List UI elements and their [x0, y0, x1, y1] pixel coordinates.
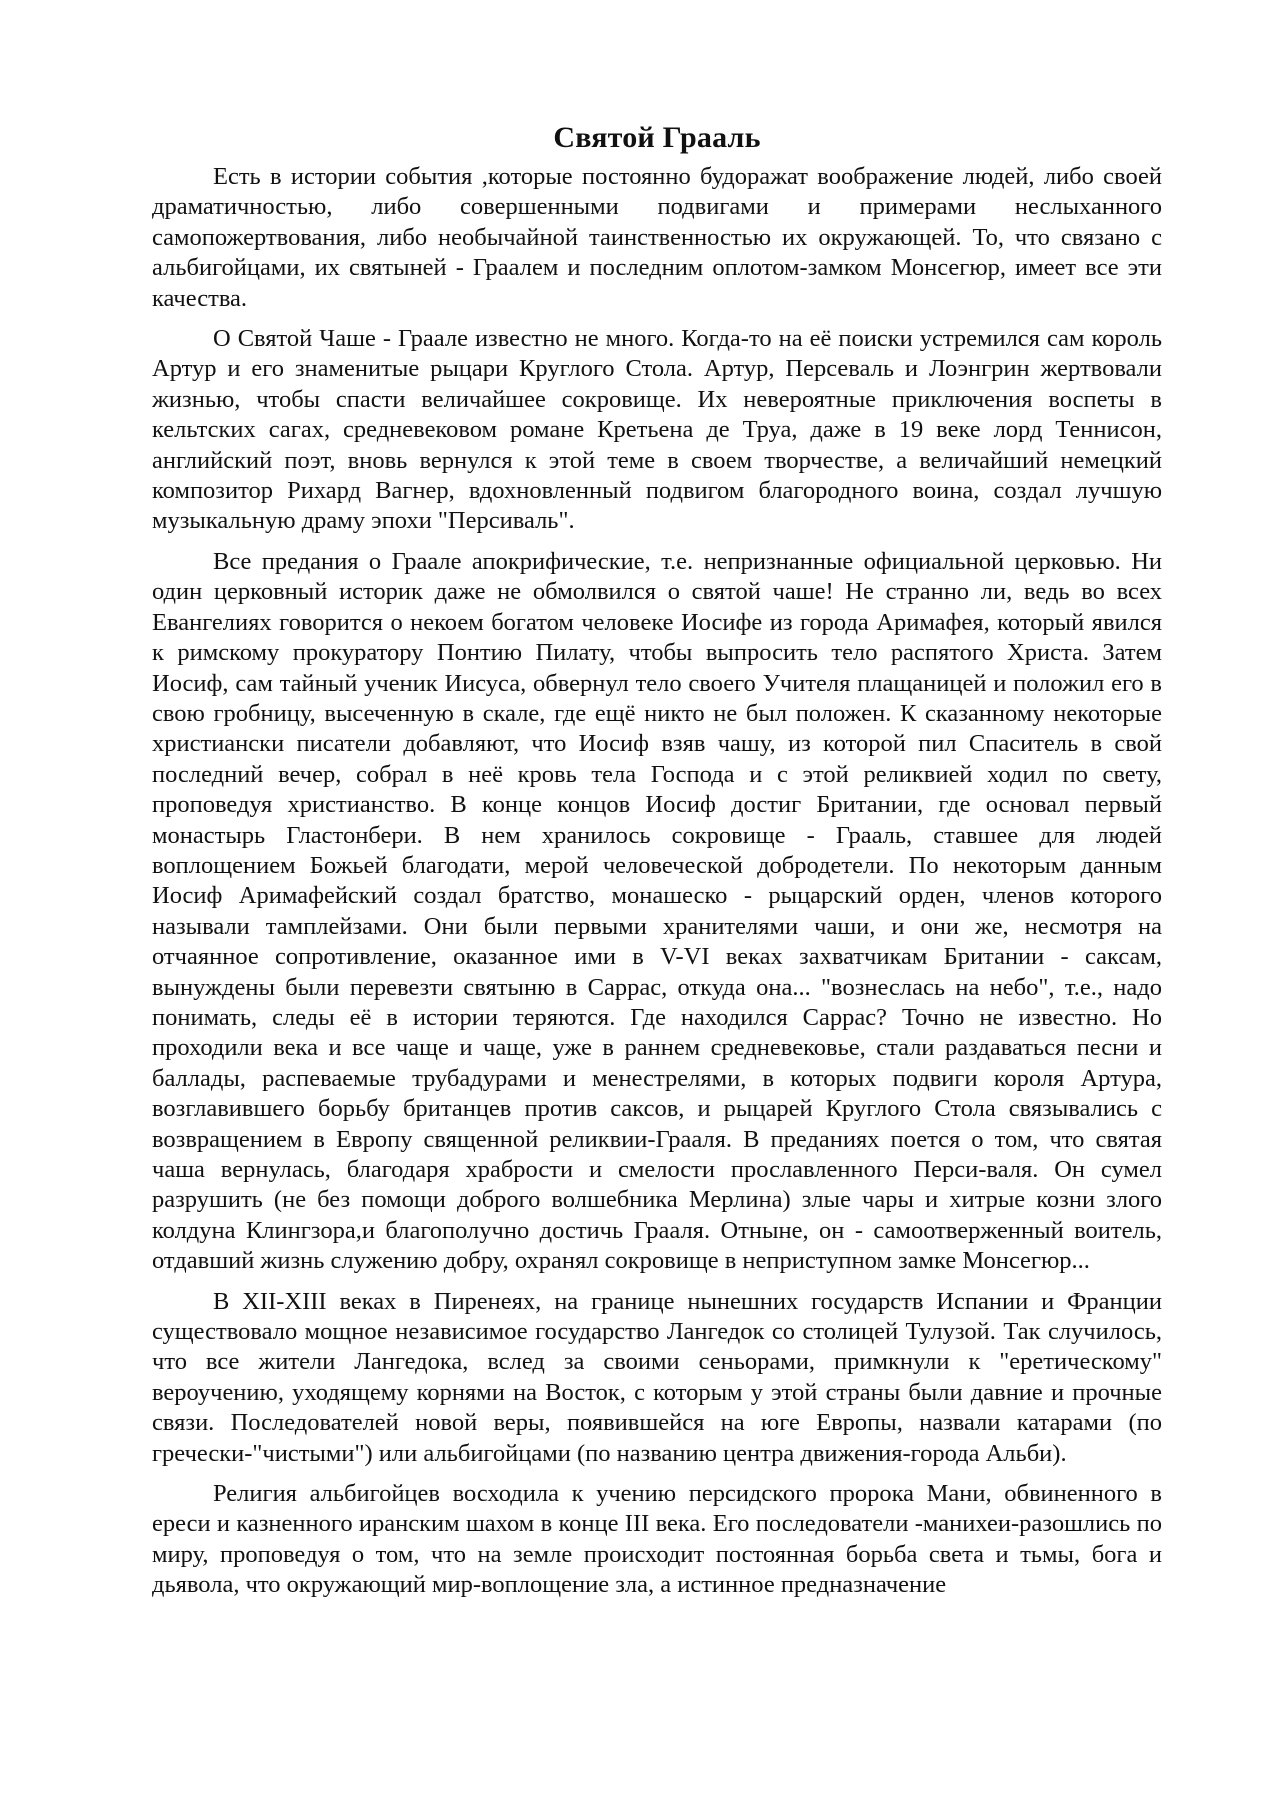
paragraph-albigensian-religion: Религия альбигойцев восходила к учению персидского пророка Мани, обвиненного в ереси и казненного иранским шахом в конце III века. Его последователи -манихеи-разошлись по миру, проповедуя о том, что на земле происходит постоянная борьба света и тьмы, бога и дьявола, что окружающий мир-воплощение зла, а истинное предназначение: [152, 1480, 1162, 1599]
paragraph-holy-chalice: О Святой Чаше - Граале известно не много. Когда-то на её поиски устремился сам король Артур и его знаменитые рыцари Круглого Стола. Артур, Персеваль и Лоэнгрин жертвовали жизнью, чтобы спасти величайшее сокровище. Их невероятные приключения воспеты в кельтских сагах, средневековом романе Кретьена де Труа, даже в 19 веке лорд Теннисон, английский поэт, вновь вернулся к этой теме в своем творчестве, а величайший немецкий композитор Рихард Вагнер, вдохновленный подвигом благородного воина, создал лучшую музыкальную драму эпохи "Персиваль".: [152, 325, 1162, 535]
paragraph-intro: Есть в истории события ,которые постоянно будоражат воображение людей, либо своей драматичностью, либо совершенными подвигами и примерами неслыханного самопожертвования, либо необычайной таинственностью их окружающей. То, что связано с альбигойцами, их святыней - Граалем и последним оплотом-замком Монсегюр, имеет все эти качества.: [152, 163, 1162, 312]
paragraph-languedoc: В XII-XIII веках в Пиренеях, на границе нынешних государств Испании и Франции существовало мощное независимое государство Лангедок со столицей Тулузой. Так случилось, что все жители Лангедока, вслед за своими сеньорами, примкнули к "еретическому" вероучению, уходящему корнями на Восток, с которым у этой страны были давние и прочные связи. Последователей новой веры, появившейся на юге Европы, назвали катарами (по гречески-"чистыми") или альбигойцами (по названию центра движения-города Альби).: [152, 1287, 1162, 1467]
paragraph-legends: Все предания о Граале апокрифические, т.е. непризнанные официальной церковью. Ни один церковный историк даже не обмолвился о святой чаше! Не странно ли, ведь во всех Евангелиях говорится о некоем богатом человеке Иосифе из города Аримафея, который явился к римскому прокуратору Понтию Пилату, чтобы выпросить тело распятого Христа. Затем Иосиф, сам тайный ученик Иисуса, обвернул тело своего Учителя плащаницей и положил его в свою гробницу, высеченную в скале, где ещё никто не был положен. К сказанному некоторые христиански писатели добавляют, что Иосиф взяв чашу, из которой пил Спаситель в свой последний вечер, собрал в неё кровь тела Господа и с этой реликвией ходил по свету, проповедуя христианство. В конце концов Иосиф достиг Британии, где основал первый монастырь Гластонбери. В нем хранилось сокровище - Грааль, ставшее для людей воплощением Божьей благодати, мерой человеческой добродетели. По некоторым данным Иосиф Аримафейский создал братство, монашеско - рыцарский орден, членов которого называли тамплейзами. Они были первыми хранителями чаши, и они же, несмотря на отчаянное сопротивление, оказанное ими в V-VI веках захватчикам Британии - саксам, вынуждены были перевезти святыню в Саррас, откуда она... "вознеслась на небо", т.е., надо понимать, следы её в истории теряются. Где находился Саррас? Точно не известно. Но проходили века и все чаще и чаще, уже в раннем средневековье, стали раздаваться песни и баллады, распеваемые трубадурами и менестрелями, в которых подвиги короля Артура, возглавившего борьбу британцев против саксов, и рыцарей Круглого Стола связывались с возвращением в Европу священной реликвии-Грааля. В преданиях поется о том, что святая чаша вернулась, благодаря храбрости и смелости прославленного Перси-валя. Он сумел разрушить (не без помощи доброго волшебника Мерлина) злые чары и хитрые козни злого колдуна Клингзора,и благополучно достичь Грааля. Отныне, он - самоотверженный воитель, отдавший жизнь служению добру, охранял сокровище в неприступном замке Монсегюр...: [152, 547, 1162, 1275]
document-body: [152, 118, 1162, 1611]
document-title: Святой Грааль: [553, 121, 761, 154]
